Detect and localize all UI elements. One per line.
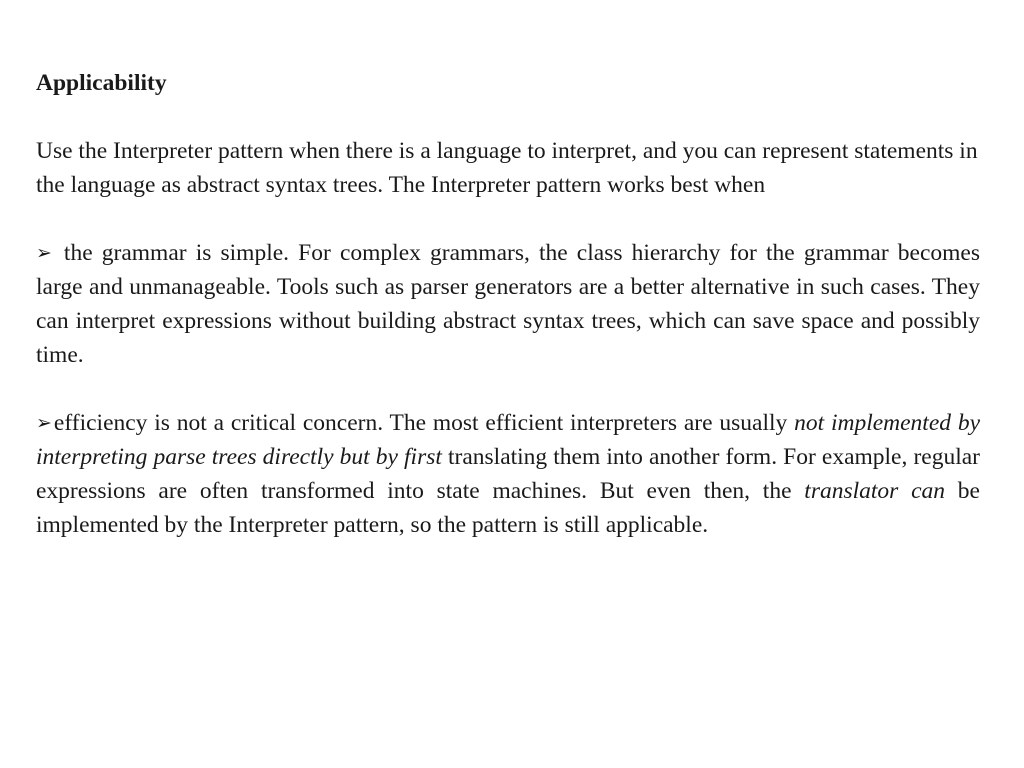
section-heading: Applicability	[36, 70, 167, 96]
intro-paragraph	[36, 134, 980, 202]
bullet-efficiency-text-1: efficiency is not a critical concern. The most efficient interpreters are usually	[53, 410, 795, 436]
bullet-grammar	[36, 236, 980, 372]
bullet-efficiency-italic-2: translator can	[804, 478, 946, 504]
bullet-efficiency-text-2: translating them into another form. For example, regular expressions are often transformed into state machines. But even then, the	[36, 444, 980, 504]
bullet-efficiency-italic-1: not implemented by interpreting parse trees directly but by first	[36, 410, 981, 470]
arrowhead-bullet-icon: ➢	[36, 242, 52, 264]
arrowhead-bullet-icon: ➢	[36, 412, 52, 434]
bullet-efficiency	[36, 406, 980, 542]
bullet-grammar-text: the grammar is simple. For complex grammars, the class hierarchy for the grammar becomes large and unmanageable. Tools such as parser generators are a better alternative in such cases. They can interpret expressions without building abstract syntax trees, which can save space and possibly time.	[36, 240, 980, 368]
slide-content	[36, 66, 980, 542]
intro-text: Use the Interpreter pattern when there is a language to interpret, and you can represent statements in the language as abstract syntax trees. The Interpreter pattern works best when	[36, 138, 978, 198]
bullet-efficiency-text-3: be implemented by the Interpreter pattern, so the pattern is still applicable.	[36, 478, 980, 538]
